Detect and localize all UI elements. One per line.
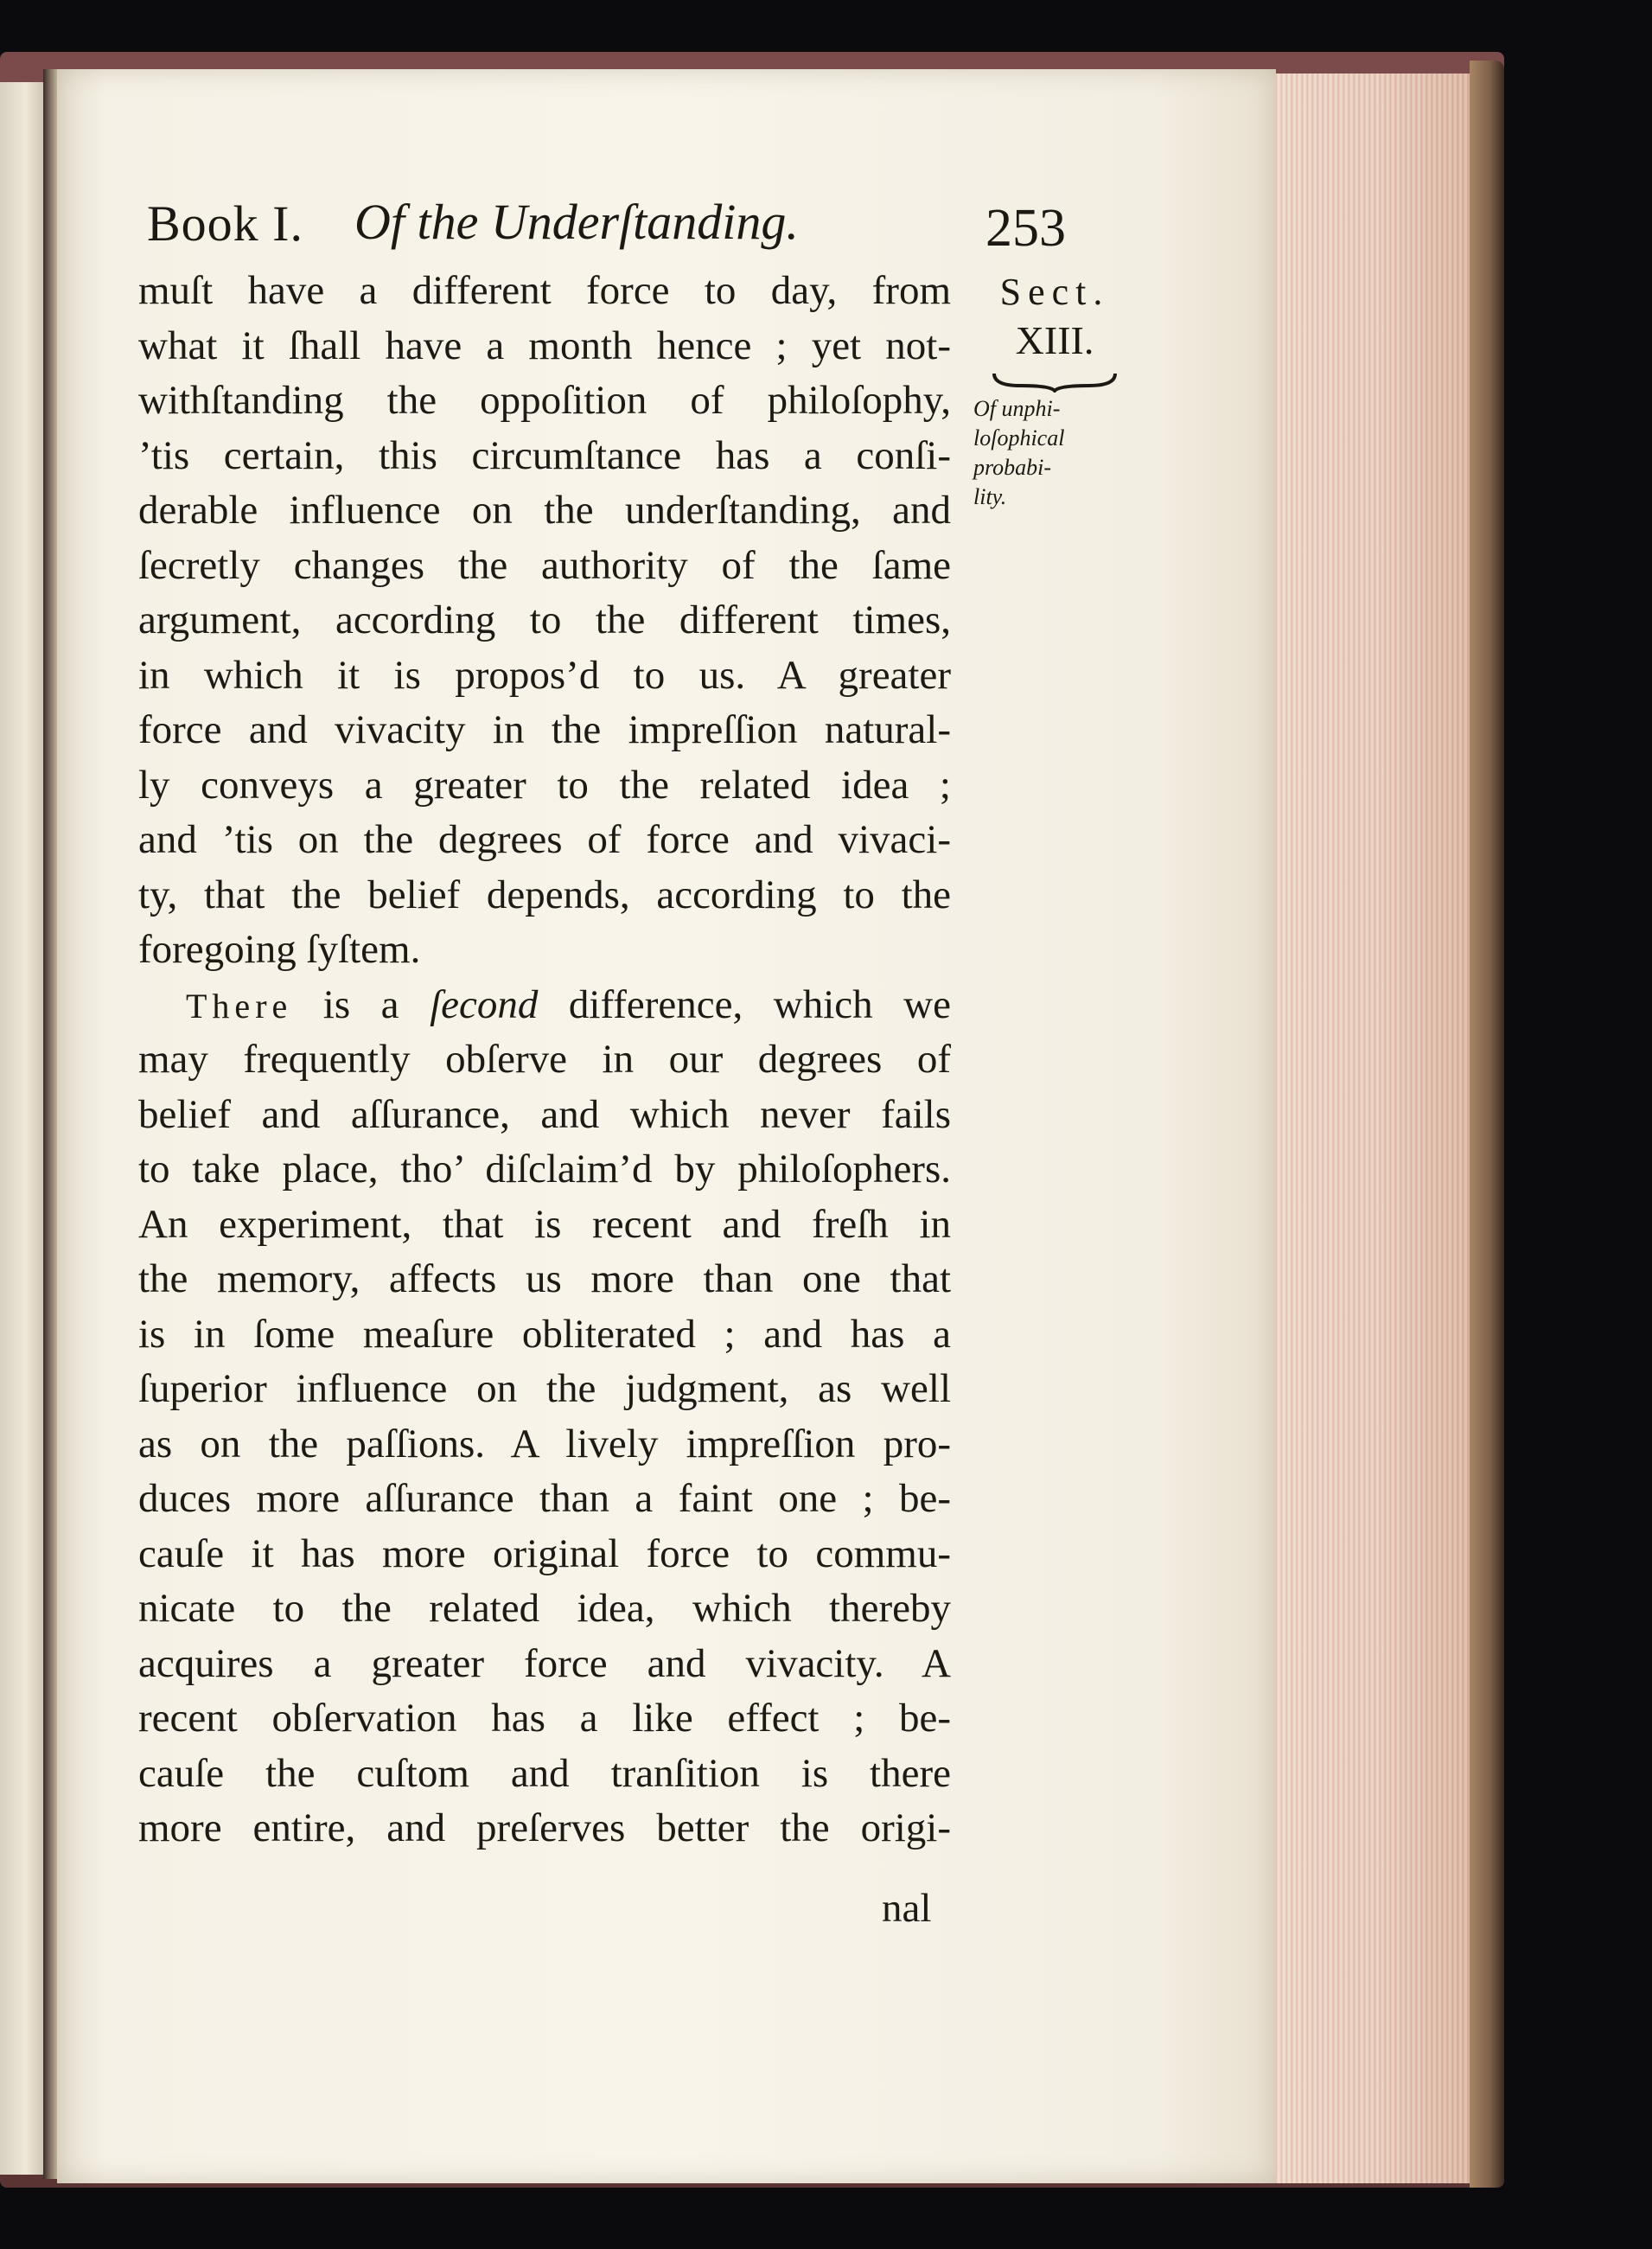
curly-brace-icon bbox=[990, 368, 1119, 393]
text-line: to take place, tho’ diſclaim’d by philoſophers. bbox=[138, 1147, 951, 1192]
gloss-line: lity. bbox=[973, 484, 1007, 509]
section-label: Sect. bbox=[999, 271, 1110, 313]
left-page-edge bbox=[0, 82, 43, 2175]
text-line: and ’tis on the degrees of force and vivaci- bbox=[138, 817, 951, 862]
text-line: may frequently obſerve in our degrees of bbox=[138, 1037, 951, 1082]
text-line: in which it is propos’d to us. A greater bbox=[138, 652, 951, 698]
paragraph-opening-line bbox=[138, 978, 951, 1033]
text-line: An experiment, that is recent and freſh in bbox=[138, 1201, 951, 1247]
text-line: ly conveys a greater to the related idea ; bbox=[138, 762, 951, 808]
body-text bbox=[138, 264, 951, 1856]
text-run: difference, which we bbox=[538, 981, 951, 1027]
page-fore-edge bbox=[1276, 73, 1480, 2183]
text-line: nicate to the related idea, which thereby bbox=[138, 1586, 951, 1631]
text-line: force and vivacity in the impreſſion natural- bbox=[138, 707, 951, 752]
text-line: foregoing ſyſtem. bbox=[138, 927, 421, 972]
text-line: argument, according to the different times, bbox=[138, 597, 951, 642]
text-line: withſtanding the oppoſition of philoſophy, bbox=[138, 378, 951, 423]
section-number: XIII. bbox=[1015, 318, 1094, 362]
text-line: muſt have a different force to day, from bbox=[138, 268, 951, 313]
gloss-line: Of unphi- bbox=[973, 396, 1061, 421]
text-line: belief and aſſurance, and which never fails bbox=[138, 1091, 951, 1137]
text-run: is a bbox=[292, 981, 431, 1027]
margin-note bbox=[968, 268, 1141, 512]
text-line: the memory, affects us more than one that bbox=[138, 1256, 951, 1301]
italic-word: ſecond bbox=[430, 981, 539, 1027]
text-line: ſuperior influence on the judgment, as well bbox=[138, 1366, 951, 1411]
running-head-book: Book I. bbox=[147, 195, 303, 252]
running-head-title: Of the Underſtanding. bbox=[354, 194, 799, 250]
text-line: more entire, and preſerves better the origi- bbox=[138, 1805, 951, 1850]
text-line: ’tis certain, this circumſtance has a conſi- bbox=[138, 432, 951, 478]
margin-gloss bbox=[968, 394, 1141, 512]
text-line: acquires a greater force and vivacity. A bbox=[138, 1640, 951, 1686]
text-line: what it ſhall have a month hence ; yet not- bbox=[138, 323, 951, 368]
gloss-line: probabi- bbox=[973, 455, 1052, 480]
text-line: cauſe it has more original force to commu- bbox=[138, 1530, 951, 1576]
text-line: is in ſome meaſure obliterated ; and has a bbox=[138, 1311, 951, 1357]
text-line: duces more aſſurance than a faint one ; be- bbox=[138, 1476, 951, 1521]
running-head bbox=[147, 186, 1098, 258]
catchword: nal bbox=[882, 1886, 932, 1931]
book-binding-edge bbox=[1470, 61, 1504, 2188]
text-line: ſecretly changes the authority of the ſame bbox=[138, 542, 951, 588]
page-number: 253 bbox=[985, 199, 1066, 258]
text-line: cauſe the cuſtom and tranſition is there bbox=[138, 1750, 951, 1796]
small-caps-word: There bbox=[186, 986, 293, 1025]
gloss-line: loſophical bbox=[973, 425, 1065, 450]
text-line: ty, that the belief depends, according to the bbox=[138, 872, 951, 917]
text-line: recent obſervation has a like effect ; be- bbox=[138, 1696, 951, 1741]
text-line: as on the paſſions. A lively impreſſion pro- bbox=[138, 1421, 951, 1466]
text-line: derable influence on the underſtanding, and bbox=[138, 488, 951, 533]
